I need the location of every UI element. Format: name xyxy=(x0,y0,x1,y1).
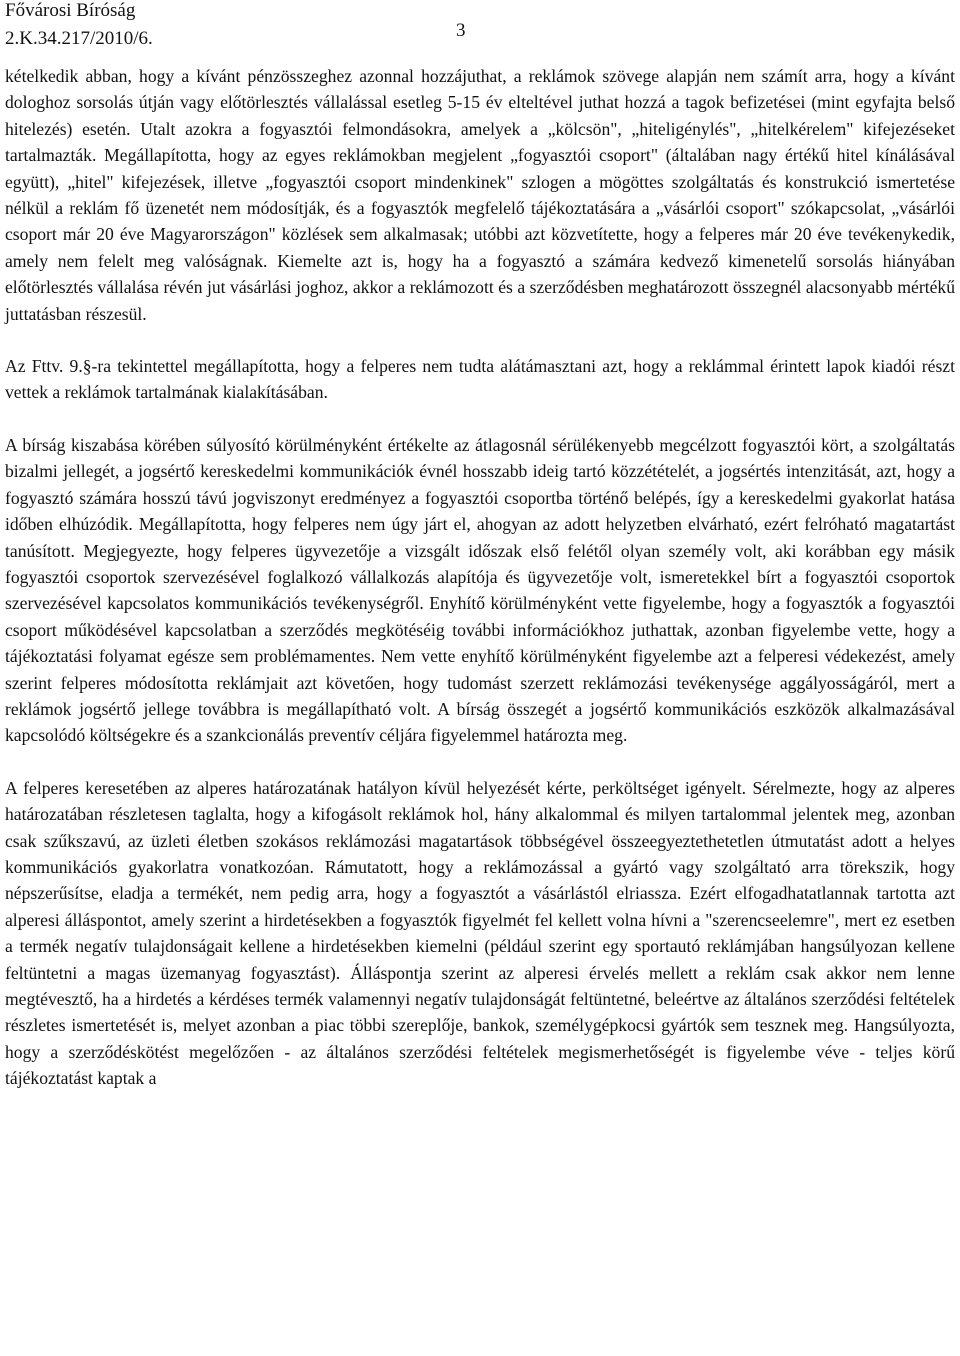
court-name: Fővárosi Bíróság xyxy=(5,0,136,21)
page-number: 3 xyxy=(456,20,466,41)
paragraph-4: A felperes keresetében az alperes határozatának hatályon kívül helyezését kérte, perköltséget igényelt. Sérelmezte, hogy az alperes határozatában részletesen taglalta, hogy a kifogásolt reklámok hol, hány alkalommal és milyen tartalommal jelentek meg, azonban csak szűkszavú, az üzleti életben szokásos reklámozási magatartások többségével összeegyeztethetetlen útmutatást adott a helyes kommunikációs gyakorlatra vonatkozóan. Rámutatott, hogy a reklámozással a gyártó vagy szolgáltató arra törekszik, hogy népszerűsítse, eladja a termékét, nem pedig arra, hogy a fogyasztót a vásárlástól elriassza. Ezért elfogadhatatlannak tartotta azt alperesi álláspontot, amely szerint a hirdetésekben a fogyasztók figyelmét fel kellett volna hívni a "szerencseelemre", mert ez esetben a termék negatív tulajdonságait kellene a hirdetésekben kiemelni (például szerint egy sportautó reklámjában hangsúlyozan kellene feltüntetni a magas üzemanyag fogyasztást). Álláspontja szerint az alperesi érvelés mellett a reklám csak akkor nem lenne megtévesztő, ha a hirdetés a kérdéses termék valamennyi negatív tulajdonságát feltüntetné, beleértve az általános szerződési feltételek részletes ismertetését is, melyet azonban a piac többi szereplője, bankok, személygépkocsi gyártók sem tesznek meg. Hangsúlyozta, hogy a szerződéskötést megelőzően - az általános szerződési feltételek megismerhetőségét is figyelembe véve - teljes körű tájékoztatást kaptak a xyxy=(5,777,955,1089)
paragraph-1: kételkedik abban, hogy a kívánt pénzösszeghez azonnal hozzájuthat, a reklámok szövege alapján nem számít arra, hogy a kívánt dologhoz sorsolás útján vagy előtörlesztés vállalással esetleg 5-15 év elteltével juthat hozzá a tagok befizetései (mint egyfajta belső hitelezés) esetén. Utalt azokra a fogyasztói felmondásokra, amelyek a „kölcsön", „hiteligénylés", „hitelkérelem" kifejezéseket tartalmazták. Megállapította, hogy az egyes reklámokban megjelent „fogyasztói csoport" (általában nagy értékű hitel kínálásával együtt), „hitel" kifejezések, illetve „fogyasztói csoport mindenkinek" szlogen a mögöttes szolgáltatás és konstrukció ismertetése nélkül a reklám fő üzenetét nem módosítják, és a fogyasztók megfelelő tájékoztatására a „vásárlói csoport" szókapcsolat, „vásárlói csoport már 20 éve Magyarországon" közlések sem alkalmasak; utóbbi azt közvetítette, hogy a felperes már 20 éve tevékenykedik, amely nem felelt meg valóságnak. Kiemelte azt is, hogy ha a fogyasztó a számára kedvező kimenetelű sorsolás hiányában előtörlesztés vállalása révén jut vásárlási joghoz, akkor a reklámozott és a szerződésben meghatározott összegnél alacsonyabb mértékű juttatásban részesül. xyxy=(5,66,955,324)
paragraph-gap xyxy=(5,749,955,775)
page-header xyxy=(5,0,955,52)
document-body xyxy=(5,63,955,1092)
case-number: 2.K.34.217/2010/6. xyxy=(5,28,153,49)
paragraph-2: Az Fttv. 9.§-ra tekintettel megállapította, hogy a felperes nem tudta alátámasztani azt, hogy a reklámmal érintett lapok kiadói részt vettek a reklámok tartalmának kialakításában. xyxy=(5,356,955,403)
paragraph-gap xyxy=(5,406,955,432)
paragraph-3: A bírság kiszabása körében súlyosító körülményként értékelte az átlagosnál sérülékenyebb megcélzott fogyasztói kört, a szolgáltatás bizalmi jellegét, a jogsértő kereskedelmi kommunikációk évnél hosszabb ideig tartó közzétételét, a jogsértés intenzitását, azt, hogy a fogyasztó számára hosszú távú jogviszonyt eredményez a fogyasztói csoportba történő belépés, így a kereskedelmi gyakorlat hatása időben elhúzódik. Megállapította, hogy felperes nem úgy járt el, ahogyan az adott helyzetben elvárható, ezért felróható magatartást tanúsított. Megjegyezte, hogy felperes ügyvezetője a vizsgált időszak első felétől olyan személy volt, aki korábban egy másik fogyasztói csoportok szervezésével foglalkozó vállalkozás alapítója és ügyvezetője volt, ismeretekkel bírt a fogyasztói csoportok szervezésével kapcsolatos kommunikációs tevékenységről. Enyhítő körülményként vette figyelembe, hogy a fogyasztók a fogyasztói csoport működésével kapcsolatban a szerződés megkötéséig további információkhoz juthattak, azonban figyelembe vette, hogy a tájékoztatási folyamat egésze sem problémamentes. Nem vette enyhítő körülményként figyelembe azt a felperesi védekezést, amely szerint felperes módosította reklámjait azt követően, hogy tudomást szerzett reklámozási tevékenysége aggályosságáról, mert a reklámok jogsértő jellege továbbra is megállapítható volt. A bírság összegét a jogsértő kommunikációs eszközök alkalmazásával kapcsolódó költségekre és a szankcionálás preventív céljára figyelemmel határozta meg. xyxy=(5,434,955,746)
paragraph-gap xyxy=(5,327,955,353)
